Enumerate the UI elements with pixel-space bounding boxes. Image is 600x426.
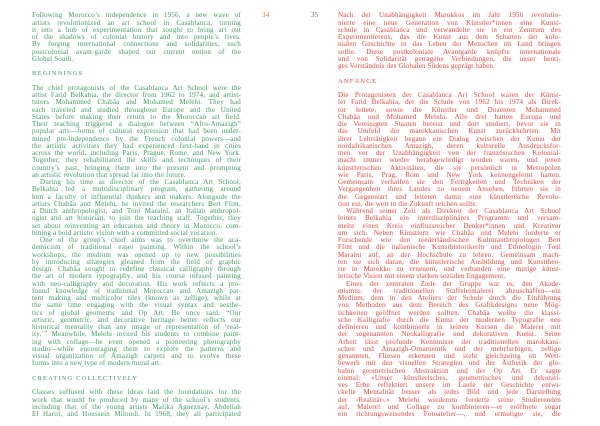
- text-line: macht immer wieder herabgewürdigt worden waren, und jenen: [338, 156, 561, 165]
- text-line: the art of modern typography, and his course infused painting: [32, 272, 241, 281]
- text-line: artists revolutionized an art school in Casablanca, turning: [32, 18, 241, 27]
- section-heading: ANFÄNGE: [338, 77, 378, 85]
- text-line: One of the group’s chief aims was to overthrow the aca-: [40, 236, 241, 245]
- text-line: melte einen Kreis einflussreicher Denker*innen und Kreativer: [338, 221, 561, 230]
- text-line: the artistic activities they had experienced first-hand in cities: [32, 141, 241, 150]
- text-line: ihrer Lehrtätigkeit begann ein Dialog zwischen der Kunst der: [338, 134, 561, 143]
- text-line: das Umfeld der marokkanischen Kunst zurückkehrten. Mit: [338, 127, 561, 136]
- text-line: historical mentality than any image or representation of ‘real-: [32, 323, 241, 332]
- german-text-column: [338, 12, 561, 418]
- text-line: During his time as director of the Casablanca Art School,: [40, 178, 241, 187]
- text-line: States before making their return to the Moroccan art field.: [32, 112, 241, 121]
- text-line: workshops, the medium was opened up to new possibilities: [32, 250, 241, 259]
- text-line: sche Kalligrafie durch die Kunst der modernen Typografie neu: [338, 315, 561, 324]
- text-line: Following Morocco’s independence in 1956, a new wave of: [32, 11, 241, 20]
- text-line: ity.’” Meanwhile, Melehi invited his students to combine paint-: [32, 330, 241, 339]
- text-line: nordafrikanischen Amazigh, deren kulturelle Ausdrucksfor-: [338, 141, 561, 150]
- page-number-right: 35: [311, 11, 319, 20]
- text-line: wie Paris, Prag, Rom und New York kennengelernt hatten.: [338, 170, 561, 179]
- paragraph: [32, 237, 241, 368]
- text-line: sollte. Diese postkoloniale Avantgarde knüpfte internationale: [338, 47, 561, 56]
- text-line: design. Chabâa sought to redefine classical calligraphy through: [32, 265, 241, 274]
- text-line: Maraini auf, an der Hochschule zu lehren. Gemeinsam mach-: [338, 250, 561, 259]
- paragraph: [32, 179, 241, 237]
- text-line: Während seiner Zeit als Direktor der Casablanca Art School: [346, 207, 561, 216]
- text-line: ckelte Mentalität besser als jedes Bild und jede Darstellung: [338, 388, 561, 397]
- text-line: across the world, including Paris, Prague, Rome, and New York.: [32, 149, 241, 158]
- text-line: Arbeit lässt profunde Kenntnisse der traditionellen marokkani-: [338, 337, 561, 346]
- text-line: der ‹Realität›.» Melehi wiederum forderte seine Studierenden: [338, 395, 561, 404]
- text-line: tern making and multicolor tiles (known as zellige), while at: [32, 294, 241, 303]
- text-line: tion ein, die weit in die Zukunft reichen sollte.: [338, 199, 478, 208]
- text-line: Vergangenheit ihres Landes zu neuem Ansehen, führten sie in: [338, 185, 561, 194]
- text-line: artistic, geometric, and decorative heritage better reflects our: [32, 315, 241, 324]
- text-line: Global South.: [32, 54, 74, 63]
- text-line: Chabâa und Mohamed Melehi. Alle drei hatten Europa und: [338, 112, 561, 121]
- text-line: definieren und kombinierte in seinen Kursen die Malerei mit: [338, 323, 561, 332]
- text-line: die Vereinigten Staaten bereist und dort studiert, bevor sie in: [338, 120, 561, 129]
- text-line: work that would be produced by many of the school’s students,: [32, 395, 241, 404]
- paragraph: [338, 12, 561, 70]
- text-line: Classes suffused with these ideas laid the foundations for the: [32, 388, 241, 397]
- text-line: country’s past, bringing them into the present and prompting: [32, 163, 241, 172]
- text-line: leitete Belkahia ein interdisziplinäres Programm und versam-: [338, 214, 561, 223]
- text-line: forms into a new type of modern mural art.: [32, 359, 162, 368]
- text-line: schule in Casablanca und verwandelte sie in ein Zentrum des: [338, 25, 561, 34]
- text-line: die Gegenwart und leiteten damit eine künstlerische Revolu-: [338, 192, 561, 201]
- text-line: Nach der Unabhängigkeit Marokkos im Jahr 1956 revolutio-: [338, 11, 561, 20]
- text-line: ten sie sich daran, die künstlerische Ausbildung und Kunsttheo-: [338, 257, 561, 266]
- text-line: lichkeiten geöffnet werden sollten. Chabâa wollte die klassi-: [338, 308, 561, 317]
- paragraph: [32, 12, 241, 63]
- text-line: postcolonial avant-garde shaped our current notion of the: [32, 47, 241, 56]
- english-text-column: [32, 12, 241, 418]
- text-line: The chief protagonists of the Casablanca Art School were the: [32, 83, 241, 92]
- text-line: Die Protagonisten der Casablanca Art School waren der Künst-: [338, 91, 561, 100]
- text-line: Eines der zentralen Ziele der Gruppe war es, den Akade-: [346, 279, 561, 288]
- text-line: nialen Geschichte in das Leben der Menschen im Land bringen: [338, 40, 561, 49]
- text-line: um sich. Neben Künstlern wie Chabâa und Melehi forderte er: [338, 228, 561, 237]
- text-line: ing with collage—he even opened a pioneering photography: [32, 337, 241, 346]
- text-line: Experimentierens, das die Kunst aus dem Schatten der kolo-: [338, 33, 561, 42]
- text-line: artists Chabâa and Melehi, he invited the researchers Bert Flint,: [32, 199, 241, 208]
- text-line: balen geometrischen Abstraktion und der Op Art. Er sagte: [338, 366, 561, 375]
- text-line: ein richtungsweisendes Fotoatelier—, und ermutigte sie, die: [338, 410, 561, 419]
- paragraph: [32, 85, 241, 179]
- text-line: Belkahia led a multidisciplinary program, gathering around: [32, 185, 241, 194]
- text-line: By forging international connections and solidarities, such: [32, 40, 241, 49]
- text-line: und von Solidarität getragene Verbindungen, die unser heuti-: [338, 54, 561, 63]
- right-page-german: [300, 0, 600, 426]
- page-number-left: 34: [262, 11, 270, 20]
- text-line: by introducing strategies gleaned from the field of graphic: [32, 257, 241, 266]
- text-line: artist Farid Belkahia, the director from 1962 to 1974, and artist-: [32, 91, 241, 100]
- text-line: tutors Mohammed Chabâa and Mohamed Melehi. They had: [32, 98, 241, 107]
- section-heading: CREATING COLLECTIVELY: [32, 374, 139, 382]
- text-line: tor leitete, sowie die Künstler und Dozenten Mohammed: [338, 105, 561, 114]
- text-line: rie in Marokko zu erneuern, und verbanden eine mutige künst-: [338, 265, 561, 274]
- text-line: bining a bold artistic vision with a committed social vocation.: [32, 228, 218, 237]
- text-line: schen und Amazigh-Ornamentik und der mehrfarbigen, zellige: [338, 344, 561, 353]
- text-line: ler Farid Belkahia, der die Schule von 1962 bis 1974 als Direk-: [338, 98, 561, 107]
- text-line: including that of the young artists Malika Agueznay, Abdellah: [32, 402, 241, 411]
- text-line: ges Verständnis des Globalen Südens geprägt haben.: [338, 62, 496, 71]
- text-line: Their teaching triggered a dialogue between “Afro-Amazigh”: [32, 120, 241, 129]
- text-line: lerische Vision mit einem starken sozialen Engagement.: [338, 272, 506, 281]
- paragraph: [338, 92, 561, 208]
- text-line: the same time engaging with the visual syntax and aesthe-: [32, 301, 241, 310]
- text-line: einmal: «Unser künstlerisches, geometrisches und dekorati-: [338, 373, 561, 382]
- text-line: Together, they rehabilitated the skills and techniques of their: [32, 156, 241, 165]
- text-line: bewerb mit den visuellen Strategien und der Ästhetik der glo-: [338, 359, 561, 368]
- text-line: demicism of traditional easel painting. Within the school’s: [32, 243, 241, 252]
- text-line: an artistic revolution that spread far into the future.: [32, 170, 186, 179]
- paragraph: [32, 389, 241, 418]
- text-line: of the shadows of colonial history and into people’s lives.: [32, 33, 241, 42]
- text-line: visual organization of Amazigh carpets and to evolve these: [32, 352, 241, 361]
- paragraph: [338, 281, 561, 419]
- text-line: künstlerischen Aktivitäten, die sie persönlich in Metropolen: [338, 163, 561, 172]
- text-line: El Hariri, and Houssein Miloudi. In 1968, they all participated: [32, 410, 241, 419]
- text-line: genannten, Fliesen erkennen und steht gleichzeitig im Wett-: [338, 352, 561, 361]
- text-line: ves Erbe reflektiert unsere im Laufe der Geschichte entwi-: [338, 381, 561, 390]
- text-line: mined pre-independence by the French colonial powers—and: [32, 134, 241, 143]
- text-line: him a faculty of influential thinkers and makers. Alongside the: [32, 192, 241, 201]
- text-line: Medium, dem in den Ateliers der Schule durch die Einführung: [338, 294, 561, 303]
- text-line: der sogenannten Neokalligrafie und dekorativen Kunst. Seine: [338, 330, 561, 339]
- text-line: Forschende wie den niederländischen Kulturanthropologen Bert: [338, 236, 561, 245]
- text-line: auf, Malerei und Collage zu kombinieren—er eröffnete sogar: [338, 402, 561, 411]
- text-line: it into a hub of experimentation that sought to bring art out: [32, 25, 241, 34]
- text-line: men vor der Unabhängigkeit von der französischen Kolonial-: [338, 149, 561, 158]
- text-line: each traveled and studied throughout Europe and the United: [32, 105, 241, 114]
- text-line: Flint und die italienische Kunsthistorikerin und Ethnologin Toni: [338, 243, 561, 252]
- text-line: set about reinventing art education and theory in Morocco, com-: [32, 221, 241, 230]
- text-line: found knowledge of traditional Moroccan and Amazigh pat-: [32, 286, 241, 295]
- text-line: with neo-calligraphy and decoration. His work reflects a pro-: [32, 279, 241, 288]
- text-line: Gemeinsam verhalfen sie den Fertigkeiten und Techniken der: [338, 178, 561, 187]
- text-line: ogist and art historian, to join the teaching staff. Together, they: [32, 214, 241, 223]
- text-line: studio—while encouraging them to explore the patterns and: [32, 344, 241, 353]
- text-line: mismus der traditionellen Staffeleimalerei abzuschaffen—ein: [338, 286, 561, 295]
- text-line: popular arts—forms of cultural expression that had been under-: [32, 127, 241, 136]
- paragraph: [338, 208, 561, 281]
- text-line: a Dutch anthropologist, and Toni Maraini, an Italian anthropol-: [32, 207, 241, 216]
- section-heading: BEGINNINGS: [32, 70, 84, 78]
- text-line: tics of global geometric and Op Art. He once said, “Our: [32, 308, 241, 317]
- text-line: nierte eine neue Generation von Künstler*innen eine Kunst-: [338, 18, 561, 27]
- text-line: von Methoden aus dem Bereich des Grafikdesigns neue Mög-: [338, 301, 561, 310]
